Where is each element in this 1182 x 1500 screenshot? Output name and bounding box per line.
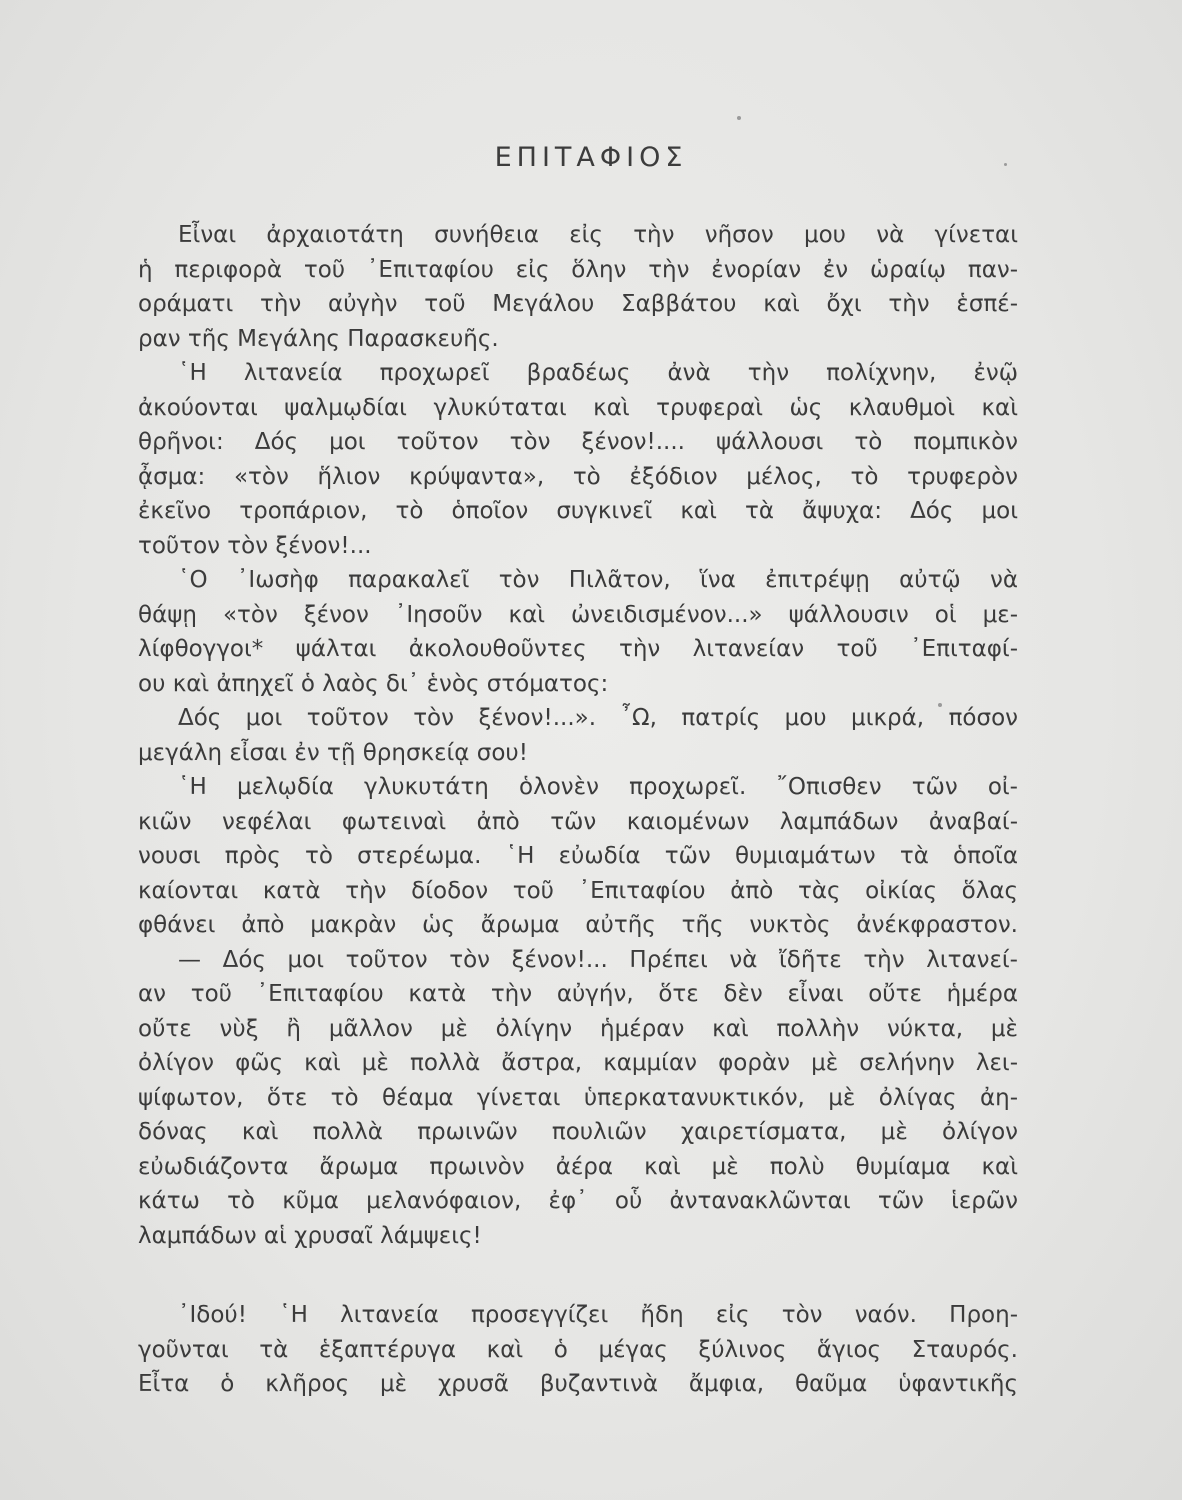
text-line: οράματι τὴν αὐγὴν τοῦ Μεγάλου Σαββάτου καὶ ὄχι τὴν ἑσπέ-: [138, 291, 1018, 317]
text-line: ᾽Ιδού! ῾Η λιτανεία προσεγγίζει ἤδη εἰς τὸν ναόν. Προη-: [178, 1302, 1018, 1328]
text-line: αν τοῦ ᾽Επιταφίου κατὰ τὴν αὐγήν, ὅτε δὲν εἶναι οὔτε ἡμέρα: [138, 981, 1018, 1007]
text-line: λαμπάδων αἱ χρυσαῖ λάμψεις!: [138, 1222, 482, 1249]
text-line: ἡ περιφορὰ τοῦ ᾽Επιταφίου εἰς ὅλην τὴν ἐνορίαν ἐν ὡραίῳ παν-: [138, 256, 1018, 283]
text-line: Δός μοι τοῦτον τὸν ξένον!...». ῏Ω, πατρίς μου μικρά, πόσον: [178, 705, 1018, 731]
text-line: ἀκούονται ψαλμῳδίαι γλυκύταται καὶ τρυφεραὶ ὡς κλαυθμοὶ καὶ: [138, 394, 1018, 421]
text-line: ψίφωτον, ὅτε τὸ θέαμα γίνεται ὑπερκατανυκτικόν, μὲ ὀλίγας ἀη-: [138, 1084, 1018, 1111]
text-line: ου καὶ ἀπηχεῖ ὁ λαὸς δι᾽ ἑνὸς στόματος:: [138, 670, 609, 697]
text-line: κιῶν νεφέλαι φωτειναὶ ἀπὸ τῶν καιομένων λαμπάδων ἀναβαί-: [138, 808, 1018, 835]
text-line: καίονται κατὰ τὴν δίοδον τοῦ ᾽Επιταφίου ἀπὸ τὰς οἰκίας ὅλας: [138, 877, 1018, 904]
text-line: εὐωδιάζοντα ἄρωμα πρωινὸν ἀέρα καὶ μὲ πολὺ θυμίαμα καὶ: [138, 1153, 1018, 1180]
text-line: ῾Ο ᾽Ιωσὴφ παρακαλεῖ τὸν Πιλᾶτον, ἵνα ἐπιτρέψῃ αὐτῷ νὰ: [178, 567, 1018, 593]
text-line: θάψῃ «τὸν ξένον ᾽Ιησοῦν καὶ ὠνειδισμένον...» ψάλλουσιν οἱ με-: [138, 601, 1018, 628]
text-line: δόνας καὶ πολλὰ πρωινῶν πουλιῶν χαιρετίσματα, μὲ ὀλίγον: [138, 1119, 1018, 1145]
text-line: ἐκεῖνο τροπάριον, τὸ ὁποῖον συγκινεῖ καὶ τὰ ἄψυχα: Δός μοι: [138, 498, 1018, 524]
text-line: μεγάλη εἶσαι ἐν τῇ θρησκείᾳ σου!: [138, 739, 528, 766]
text-line: — Δός μοι τοῦτον τὸν ξένον!... Πρέπει νὰ ἴδῆτε τὴν λιτανεί-: [178, 946, 1018, 973]
text-line: ῾Η λιτανεία προχωρεῖ βραδέως ἀνὰ τὴν πολίχνην, ἐνῷ: [178, 360, 1018, 386]
text-line: κάτω τὸ κῦμα μελανόφαιον, ἐφ᾽ οὗ ἀντανακλῶνται τῶν ἱερῶν: [138, 1188, 1018, 1214]
text-line: οὔτε νὺξ ἢ μᾶλλον μὲ ὀλίγην ἡμέραν καὶ πολλὴν νύκτα, μὲ: [138, 1015, 1018, 1042]
text-line: ὀλίγον φῶς καὶ μὲ πολλὰ ἄστρα, καμμίαν φορὰν μὲ σελήνην λει-: [138, 1050, 1018, 1076]
text-line: ραν τῆς Μεγάλης Παρασκευῆς.: [138, 325, 499, 352]
text-line: τοῦτον τὸν ξένον!...: [138, 532, 372, 559]
text-line: Εἶτα ὁ κλῆρος μὲ χρυσᾶ βυζαντινὰ ἄμφια, θαῦμα ὑφαντικῆς: [138, 1371, 1018, 1397]
dust-speck: [737, 116, 741, 120]
body-text: [138, 218, 1018, 1402]
text-line: φθάνει ἀπὸ μακρὰν ὡς ἄρωμα αὐτῆς τῆς νυκτὸς ἀνέκφραστον.: [138, 912, 1018, 938]
text-line: Εἶναι ἀρχαιοτάτη συνήθεια εἰς τὴν νῆσον μου νὰ γίνεται: [178, 222, 1018, 248]
page-title: ΕΠΙΤΑΦΙΟΣ: [494, 142, 688, 173]
text-line: ῾Η μελῳδία γλυκυτάτη ὁλονὲν προχωρεῖ. ῎Οπισθεν τῶν οἰ-: [178, 774, 1018, 800]
text-line: θρῆνοι: Δός μοι τοῦτον τὸν ξένον!.... ψάλλουσι τὸ πομπικὸν: [138, 429, 1018, 455]
text-line: νουσι πρὸς τὸ στερέωμα. ῾Η εὐωδία τῶν θυμιαμάτων τὰ ὁποῖα: [138, 843, 1018, 869]
text-line: λίφθογγοι* ψάλται ἀκολουθοῦντες τὴν λιτανείαν τοῦ ᾽Επιταφί-: [138, 636, 1018, 662]
text-line: ᾆσμα: «τὸν ἥλιον κρύψαντα», τὸ ἐξόδιον μέλος, τὸ τρυφερὸν: [138, 463, 1018, 490]
paragraph-gap: [138, 1253, 1018, 1298]
text-line: γοῦνται τὰ ἑξαπτέρυγα καὶ ὁ μέγας ξύλινος ἅγιος Σταυρός.: [138, 1336, 1018, 1363]
